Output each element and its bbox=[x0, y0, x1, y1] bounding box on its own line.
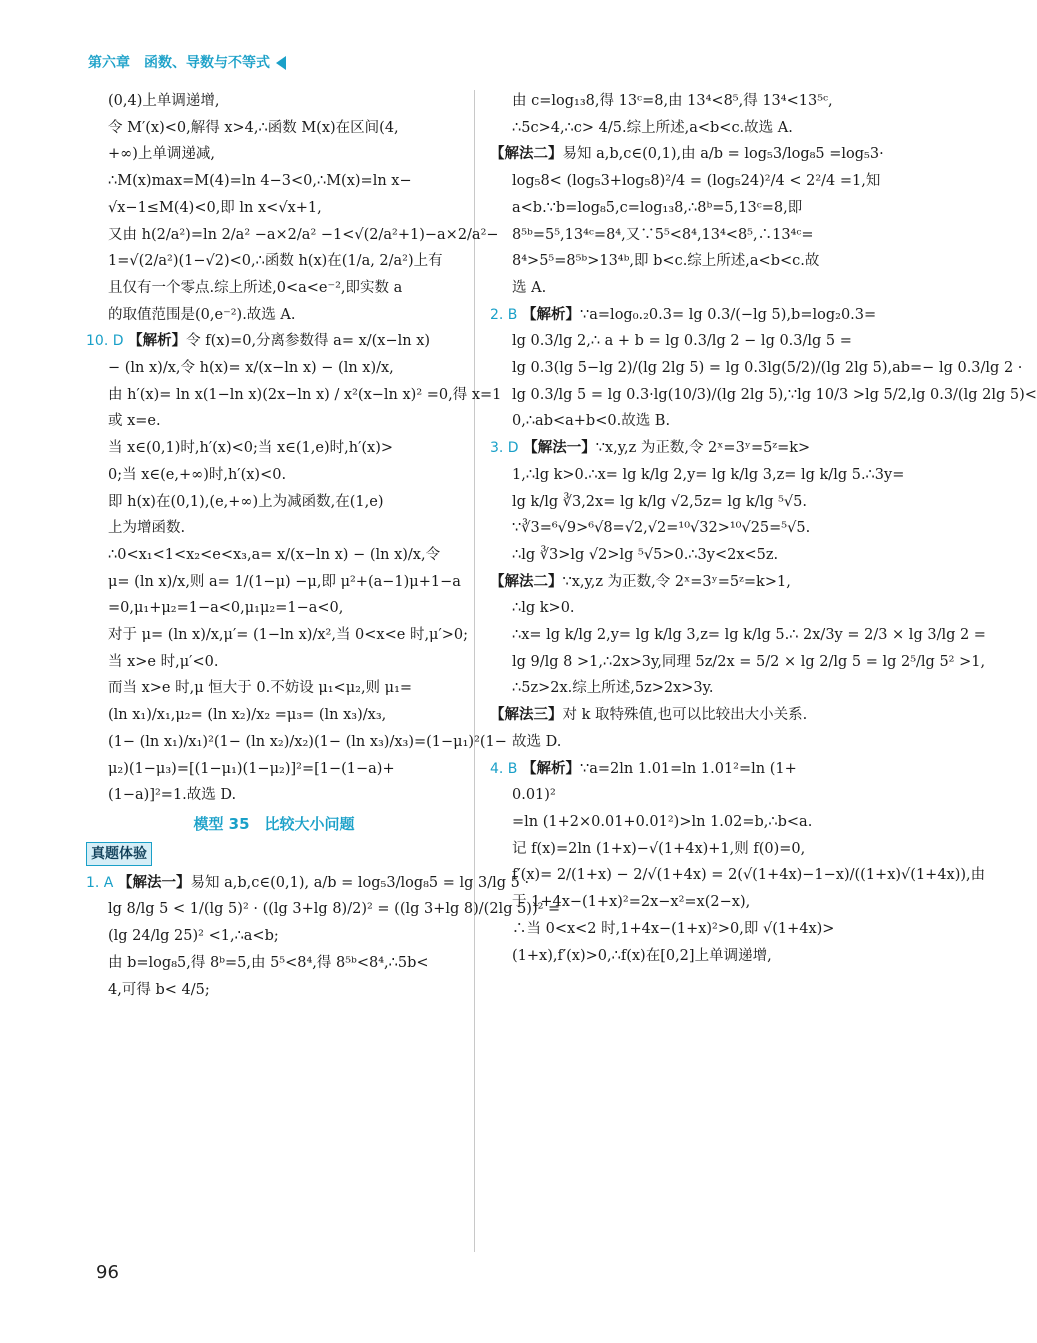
answer-number: 4. B bbox=[490, 760, 518, 777]
solution-line bbox=[490, 702, 872, 729]
item-text: 易知 a,b,c∈(0,1), a/b = log₅3/log₈5 = lg 3/lg 5 · bbox=[190, 874, 530, 891]
answer-number: 2. B bbox=[490, 306, 518, 323]
item-text: 对 k 取特殊值,也可以比较出大小关系. bbox=[562, 707, 808, 724]
text-line: a<b.∵b=log₈5,c=log₁₃8,∴8ᵇ=5,13ᶜ=8,即 bbox=[512, 199, 803, 216]
answer-item bbox=[490, 302, 877, 329]
text-line: ∴lg ∛3>lg √2>lg ⁵√5>0.∴3y<2x<5z. bbox=[512, 546, 779, 563]
item-text: 易知 a,b,c∈(0,1),由 a/b = log₅3/log₈5 =log₅3· bbox=[562, 146, 884, 163]
text-line: μ₂)(1−μ₃)=[(1−μ₁)(1−μ₂)]²=[1−(1−a)+ bbox=[108, 760, 395, 777]
boxed-label: 真题体验 bbox=[86, 842, 152, 866]
text-line: 1=√(2/a²)(1−√2)<0,∴函数 h(x)在(1/a, 2/a²)上有 bbox=[108, 253, 443, 270]
solution-tag: 【解法二】 bbox=[490, 146, 563, 163]
text-line: 1,∴lg k>0.∴x= lg k/lg 2,y= lg k/lg 3,z= lg k/lg 5.∴3y= bbox=[512, 466, 905, 483]
text-line: − (ln x)/x,令 h(x)= x/(x−ln x) − (ln x)/x, bbox=[108, 360, 394, 377]
text-line: μ= (ln x)/x,则 a= 1/(1−μ) −μ,即 μ²+(a−1)μ+1−a bbox=[108, 573, 461, 590]
solution-line bbox=[490, 569, 872, 596]
text-line: 由 h′(x)= ln x(1−ln x)(2x−ln x) / x²(x−ln x)² =0,得 x=1 bbox=[108, 386, 502, 403]
text-line: (1− (ln x₁)/x₁)²(1− (ln x₂)/x₂)(1− (ln x₃)/x₃)=(1−μ₁)²(1− bbox=[108, 733, 507, 750]
answer-number: 10. D bbox=[86, 333, 124, 350]
text-line: 4,可得 b< 4/5; bbox=[108, 981, 210, 998]
chapter-title: 第六章 函数、导数与不等式 bbox=[88, 55, 270, 71]
text-line: f′(x)= 2/(1+x) − 2/√(1+4x) = 2(√(1+4x)−1−x)/((1+x)√(1+4x)),由 bbox=[512, 867, 986, 884]
text-line: ∴x= lg k/lg 2,y= lg k/lg 3,z= lg k/lg 5.∴ 2x/3y = 2/3 × lg 3/lg 2 = bbox=[512, 627, 986, 644]
text-line: =ln (1+2×0.01+0.01²)>ln 1.02=b,∴b<a. bbox=[512, 813, 813, 830]
item-text: ∵a=2ln 1.01=ln 1.01²=ln (1+ bbox=[580, 760, 797, 777]
text-line: 且仅有一个零点.综上所述,0<a<e⁻²,即实数 a bbox=[108, 279, 403, 296]
text-line: (lg 24/lg 25)² <1,∴a<b; bbox=[108, 928, 279, 945]
solution-tag: 【解法一】 bbox=[118, 874, 191, 891]
solution-tag: 【解析】 bbox=[522, 760, 581, 777]
text-line: (0,4)上单调递增, bbox=[108, 93, 220, 109]
text-line: lg 0.3/lg 5 = lg 0.3·lg(10/3)/(lg 2lg 5),∵lg 10/3 >lg 5/2,lg 0.3/(lg 2lg 5)< bbox=[512, 386, 1037, 403]
text-line: 故选 D. bbox=[512, 733, 562, 750]
text-line: lg 8/lg 5 < 1/(lg 5)² · ((lg 3+lg 8)/2)² = ((lg 3+lg 8)/(2lg 5))² = bbox=[108, 901, 561, 918]
column-divider bbox=[474, 90, 475, 1252]
text-line: 或 x=e. bbox=[108, 413, 161, 430]
text-line: 由 c=log₁₃8,得 13ᶜ=8,由 13⁴<8⁵,得 13⁴<13⁵ᶜ, bbox=[512, 93, 833, 109]
solution-tag: 【解析】 bbox=[128, 333, 187, 350]
answer-item bbox=[86, 870, 530, 897]
solution-tag: 【解析】 bbox=[522, 306, 581, 323]
text-line: lg 9/lg 8 >1,∴2x>3y,同理 5z/2x = 5/2 × lg 2/lg 5 = lg 2⁵/lg 5² >1, bbox=[512, 653, 986, 670]
item-text: ∵x,y,z 为正数,令 2ˣ=3ʸ=5ᶻ=k>1, bbox=[562, 573, 791, 590]
text-line: ∴当 0<x<2 时,1+4x−(1+x)²>0,即 √(1+4x)> bbox=[512, 920, 835, 937]
text-line: 8⁴>5⁵=8⁵ᵇ>13⁴ᵇ,即 b<c.综上所述,a<b<c.故 bbox=[512, 253, 820, 270]
answer-item bbox=[86, 328, 462, 355]
text-line: =0,μ₁+μ₂=1−a<0,μ₁μ₂=1−a<0, bbox=[108, 600, 344, 617]
triangle-left-icon bbox=[276, 56, 286, 70]
boxed-label-row bbox=[86, 840, 462, 870]
solution-tag: 【解法二】 bbox=[490, 573, 563, 590]
text-line: ∴lg k>0. bbox=[512, 600, 575, 617]
text-line: 8⁵ᵇ=5⁵,13⁴ᶜ=8⁴,又∵5⁵<8⁴,13⁴<8⁵,∴13⁴ᶜ= bbox=[512, 226, 814, 243]
text-line: log₅8< (log₅3+log₅8)²/4 = (log₅24)²/4 < 2²/4 =1,知 bbox=[512, 173, 881, 190]
page-number: 96 bbox=[96, 1262, 119, 1283]
text-line: 0.01)² bbox=[512, 787, 556, 804]
text-line: lg k/lg ∛3,2x= lg k/lg √2,5z= lg k/lg ⁵√5. bbox=[512, 493, 808, 510]
text-line: 0;当 x∈(e,+∞)时,h′(x)<0. bbox=[108, 466, 287, 483]
answer-item bbox=[490, 756, 872, 783]
text-line: lg 0.3/lg 2,∴ a + b = lg 0.3/lg 2 − lg 0.3/lg 5 = bbox=[512, 333, 852, 350]
text-line: ∴M(x)max=M(4)=ln 4−3<0,∴M(x)=ln x− bbox=[108, 173, 412, 190]
text-line: ∴5z>2x.综上所述,5z>2x>3y. bbox=[512, 680, 714, 697]
text-line: +∞)上单调递减, bbox=[108, 146, 215, 163]
text-line: lg 0.3(lg 5−lg 2)/(lg 2lg 5) = lg 0.3lg(5/2)/(lg 2lg 5),ab=− lg 0.3/lg 2 · bbox=[512, 360, 1023, 377]
text-line: 对于 μ= (ln x)/x,μ′= (1−ln x)/x²,当 0<x<e 时,μ′>0; bbox=[108, 627, 469, 644]
answer-item bbox=[490, 435, 872, 462]
section-heading: 模型 35 比较大小问题 bbox=[193, 814, 355, 833]
text-line: 的取值范围是(0,e⁻²).故选 A. bbox=[108, 306, 296, 323]
text-line: (ln x₁)/x₁,μ₂= (ln x₂)/x₂ =μ₃= (ln x₃)/x₃, bbox=[108, 707, 387, 724]
solution-line bbox=[490, 141, 884, 168]
text-line: 又由 h(2/a²)=ln 2/a² −a×2/a² −1<√(2/a²+1)−a×2/a²− bbox=[108, 226, 499, 243]
text-line: 选 A. bbox=[512, 279, 547, 296]
text-line: ∵∛3=⁶√9>⁶√8=√2,√2=¹⁰√32>¹⁰√25=⁵√5. bbox=[512, 520, 811, 537]
item-text: 令 f(x)=0,分离参数得 a= x/(x−ln x) bbox=[186, 333, 431, 350]
text-line: 即 h(x)在(0,1),(e,+∞)上为减函数,在(1,e) bbox=[108, 493, 384, 510]
text-line: 于 1+4x−(1+x)²=2x−x²=x(2−x), bbox=[512, 894, 751, 911]
text-line: 由 b=log₈5,得 8ᵇ=5,由 5⁵<8⁴,得 8⁵ᵇ<8⁴,∴5b< bbox=[108, 954, 429, 971]
text-line: 0,∴ab<a+b<0.故选 B. bbox=[512, 413, 671, 430]
text-line: (1−a)]²=1.故选 D. bbox=[108, 787, 237, 804]
item-text: ∵x,y,z 为正数,令 2ˣ=3ʸ=5ᶻ=k> bbox=[595, 440, 811, 457]
answer-number: 3. D bbox=[490, 440, 519, 457]
item-text: ∵a=log₀.₂0.3= lg 0.3/(−lg 5),b=log₂0.3= bbox=[580, 306, 877, 323]
text-line: 当 x>e 时,μ′<0. bbox=[108, 653, 219, 670]
text-line: ∴0<x₁<1<x₂<e<x₃,a= x/(x−ln x) − (ln x)/x,令 bbox=[108, 546, 441, 563]
text-line: 上为增函数. bbox=[108, 520, 186, 537]
solution-tag: 【解法三】 bbox=[490, 707, 563, 724]
answer-number: 1. A bbox=[86, 874, 114, 891]
text-line: 当 x∈(0,1)时,h′(x)<0;当 x∈(1,e)时,h′(x)> bbox=[108, 440, 394, 457]
text-line: ∴5c>4,∴c> 4/5.综上所述,a<b<c.故选 A. bbox=[512, 119, 793, 136]
text-line: (1+x),f′(x)>0,∴f(x)在[0,2]上单调递增, bbox=[512, 947, 772, 964]
right-column bbox=[490, 88, 1037, 1258]
text-line: √x−1≤M(4)<0,即 ln x<√x+1, bbox=[108, 199, 322, 216]
text-line: 记 f(x)=2ln (1+x)−√(1+4x)+1,则 f(0)=0, bbox=[512, 840, 806, 857]
text-line: 而当 x>e 时,μ 恒大于 0.不妨设 μ₁<μ₂,则 μ₁= bbox=[108, 680, 413, 697]
solution-tag: 【解法一】 bbox=[523, 440, 596, 457]
text-line: 令 M′(x)<0,解得 x>4,∴函数 M(x)在区间(4, bbox=[108, 119, 399, 136]
chapter-header bbox=[88, 52, 286, 72]
